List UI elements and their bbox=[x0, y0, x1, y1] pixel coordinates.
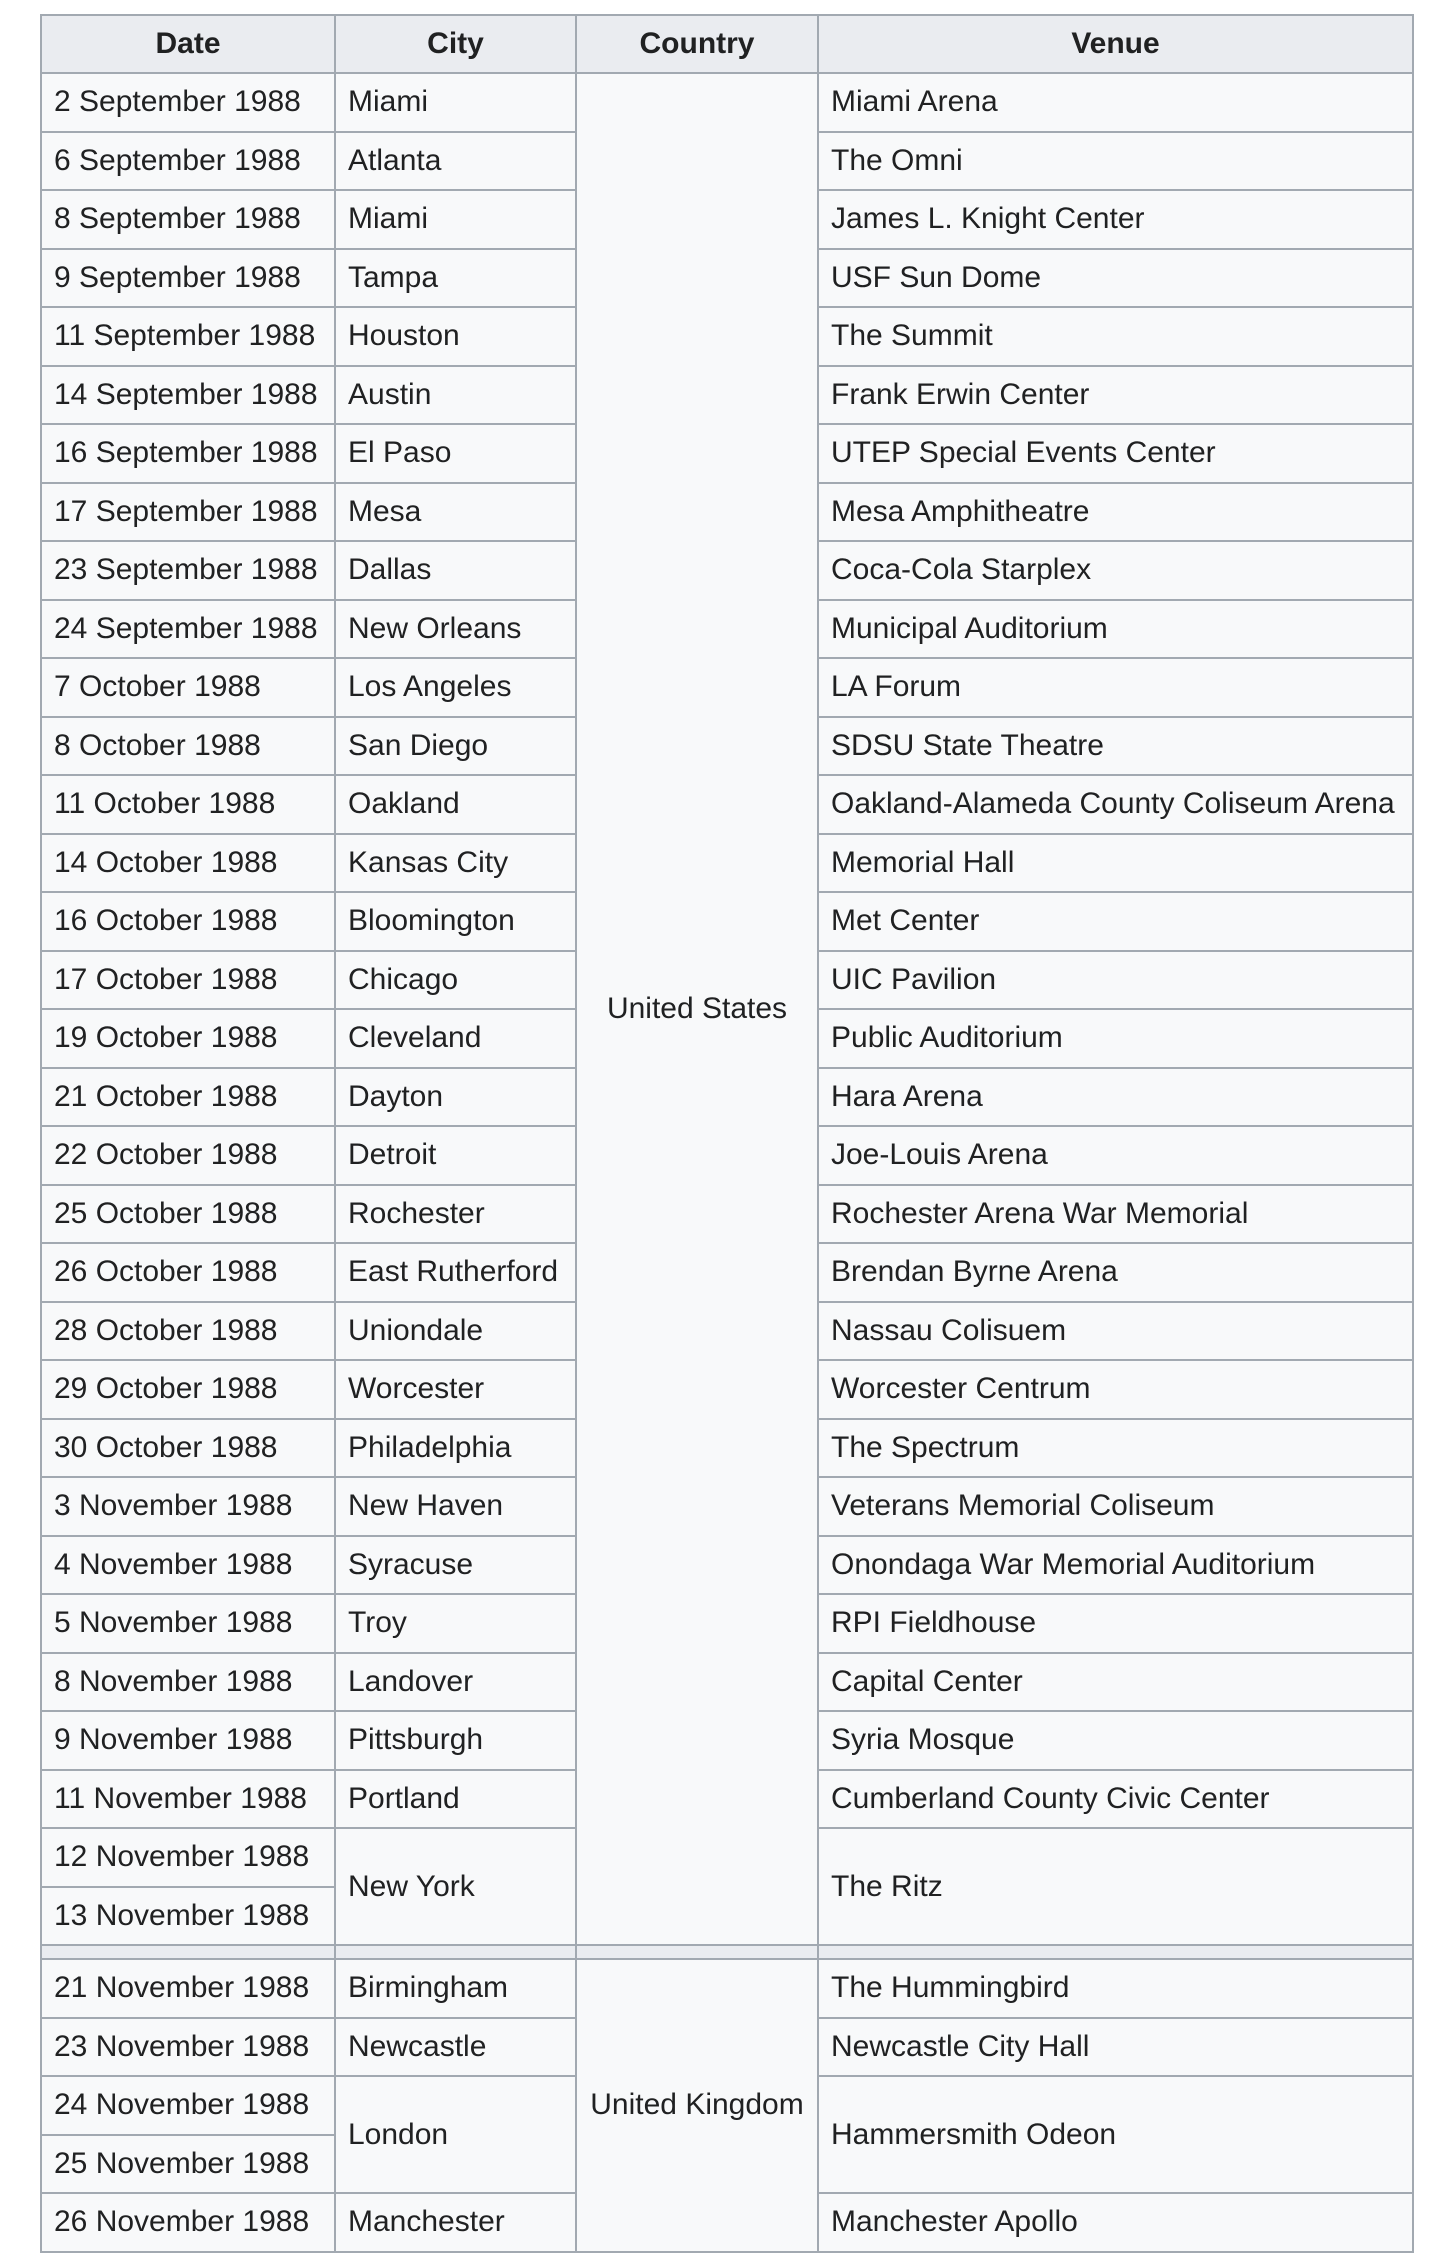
venue-cell[interactable]: Brendan Byrne Arena bbox=[818, 1243, 1413, 1302]
venue-cell[interactable]: Cumberland County Civic Center bbox=[818, 1770, 1413, 1829]
venue-cell[interactable]: Coca-Cola Starplex bbox=[818, 541, 1413, 600]
city-cell[interactable]: New Haven bbox=[335, 1477, 576, 1536]
date-cell: 16 October 1988 bbox=[41, 892, 335, 951]
venue-cell[interactable]: The Ritz bbox=[818, 1828, 1413, 1945]
city-cell[interactable]: Newcastle bbox=[335, 2018, 576, 2077]
city-cell[interactable]: New York bbox=[335, 1828, 576, 1945]
city-cell[interactable]: Portland bbox=[335, 1770, 576, 1829]
city-cell[interactable]: Manchester bbox=[335, 2193, 576, 2252]
date-cell: 4 November 1988 bbox=[41, 1536, 335, 1595]
date-cell: 25 November 1988 bbox=[41, 2135, 335, 2194]
date-cell: 2 September 1988 bbox=[41, 73, 335, 132]
city-cell[interactable]: Miami bbox=[335, 190, 576, 249]
date-cell: 23 September 1988 bbox=[41, 541, 335, 600]
date-cell: 29 October 1988 bbox=[41, 1360, 335, 1419]
venue-cell[interactable]: The Omni bbox=[818, 132, 1413, 191]
city-cell[interactable]: Mesa bbox=[335, 483, 576, 542]
city-cell[interactable]: Cleveland bbox=[335, 1009, 576, 1068]
venue-cell[interactable]: The Spectrum bbox=[818, 1419, 1413, 1478]
date-cell: 8 October 1988 bbox=[41, 717, 335, 776]
city-cell[interactable]: Tampa bbox=[335, 249, 576, 308]
country-cell[interactable]: United Kingdom bbox=[576, 1959, 818, 2252]
venue-cell[interactable]: UTEP Special Events Center bbox=[818, 424, 1413, 483]
city-cell[interactable]: Austin bbox=[335, 366, 576, 425]
city-cell[interactable]: Bloomington bbox=[335, 892, 576, 951]
date-cell: 12 November 1988 bbox=[41, 1828, 335, 1887]
header-city[interactable]: City bbox=[335, 15, 576, 73]
date-cell: 14 September 1988 bbox=[41, 366, 335, 425]
city-cell[interactable]: Atlanta bbox=[335, 132, 576, 191]
city-cell[interactable]: San Diego bbox=[335, 717, 576, 776]
date-cell: 9 November 1988 bbox=[41, 1711, 335, 1770]
venue-cell[interactable]: Municipal Auditorium bbox=[818, 600, 1413, 659]
date-cell: 30 October 1988 bbox=[41, 1419, 335, 1478]
table-row bbox=[41, 1959, 1413, 2018]
venue-cell[interactable]: Public Auditorium bbox=[818, 1009, 1413, 1068]
venue-cell[interactable]: LA Forum bbox=[818, 658, 1413, 717]
city-cell[interactable]: Uniondale bbox=[335, 1302, 576, 1361]
venue-cell[interactable]: Oakland-Alameda County Coliseum Arena bbox=[818, 775, 1413, 834]
date-cell: 17 October 1988 bbox=[41, 951, 335, 1010]
city-cell[interactable]: Rochester bbox=[335, 1185, 576, 1244]
venue-cell[interactable]: Miami Arena bbox=[818, 73, 1413, 132]
venue-cell[interactable]: RPI Fieldhouse bbox=[818, 1594, 1413, 1653]
separator-cell bbox=[818, 1945, 1413, 1959]
date-cell: 5 November 1988 bbox=[41, 1594, 335, 1653]
tour-dates-table-wrapper bbox=[40, 14, 1414, 2253]
date-cell: 23 November 1988 bbox=[41, 2018, 335, 2077]
date-cell: 21 October 1988 bbox=[41, 1068, 335, 1127]
venue-cell[interactable]: Manchester Apollo bbox=[818, 2193, 1413, 2252]
city-cell[interactable]: Landover bbox=[335, 1653, 576, 1712]
date-cell: 24 November 1988 bbox=[41, 2076, 335, 2135]
venue-cell[interactable]: The Summit bbox=[818, 307, 1413, 366]
venue-cell[interactable]: USF Sun Dome bbox=[818, 249, 1413, 308]
city-cell[interactable]: Houston bbox=[335, 307, 576, 366]
city-cell[interactable]: Oakland bbox=[335, 775, 576, 834]
section-separator bbox=[41, 1945, 1413, 1959]
date-cell: 16 September 1988 bbox=[41, 424, 335, 483]
date-cell: 7 October 1988 bbox=[41, 658, 335, 717]
venue-cell[interactable]: UIC Pavilion bbox=[818, 951, 1413, 1010]
date-cell: 9 September 1988 bbox=[41, 249, 335, 308]
header-date[interactable]: Date bbox=[41, 15, 335, 73]
date-cell: 21 November 1988 bbox=[41, 1959, 335, 2018]
date-cell: 8 November 1988 bbox=[41, 1653, 335, 1712]
venue-cell[interactable]: Met Center bbox=[818, 892, 1413, 951]
date-cell: 26 November 1988 bbox=[41, 2193, 335, 2252]
date-cell: 25 October 1988 bbox=[41, 1185, 335, 1244]
city-cell[interactable]: East Rutherford bbox=[335, 1243, 576, 1302]
city-cell[interactable]: Miami bbox=[335, 73, 576, 132]
date-cell: 6 September 1988 bbox=[41, 132, 335, 191]
venue-cell[interactable]: Onondaga War Memorial Auditorium bbox=[818, 1536, 1413, 1595]
date-cell: 22 October 1988 bbox=[41, 1126, 335, 1185]
venue-cell[interactable]: Worcester Centrum bbox=[818, 1360, 1413, 1419]
venue-cell[interactable]: Capital Center bbox=[818, 1653, 1413, 1712]
venue-cell[interactable]: Nassau Colisuem bbox=[818, 1302, 1413, 1361]
date-cell: 19 October 1988 bbox=[41, 1009, 335, 1068]
date-cell: 24 September 1988 bbox=[41, 600, 335, 659]
country-cell[interactable]: United States bbox=[576, 73, 818, 1945]
city-cell[interactable]: Chicago bbox=[335, 951, 576, 1010]
city-cell[interactable]: Syracuse bbox=[335, 1536, 576, 1595]
venue-cell[interactable]: Hammersmith Odeon bbox=[818, 2076, 1413, 2193]
separator-cell bbox=[335, 1945, 576, 1959]
city-cell[interactable]: Dayton bbox=[335, 1068, 576, 1127]
city-cell[interactable]: Detroit bbox=[335, 1126, 576, 1185]
venue-cell[interactable]: Mesa Amphitheatre bbox=[818, 483, 1413, 542]
date-cell: 13 November 1988 bbox=[41, 1887, 335, 1946]
venue-cell[interactable]: Newcastle City Hall bbox=[818, 2018, 1413, 2077]
venue-cell[interactable]: Rochester Arena War Memorial bbox=[818, 1185, 1413, 1244]
date-cell: 11 September 1988 bbox=[41, 307, 335, 366]
city-cell[interactable]: New Orleans bbox=[335, 600, 576, 659]
separator-cell bbox=[41, 1945, 335, 1959]
venue-cell[interactable]: Memorial Hall bbox=[818, 834, 1413, 893]
venue-cell[interactable]: Hara Arena bbox=[818, 1068, 1413, 1127]
separator-cell bbox=[576, 1945, 818, 1959]
city-cell[interactable]: Worcester bbox=[335, 1360, 576, 1419]
venue-cell[interactable]: Frank Erwin Center bbox=[818, 366, 1413, 425]
header-country[interactable]: Country bbox=[576, 15, 818, 73]
date-cell: 28 October 1988 bbox=[41, 1302, 335, 1361]
venue-cell[interactable]: Joe-Louis Arena bbox=[818, 1126, 1413, 1185]
date-cell: 8 September 1988 bbox=[41, 190, 335, 249]
city-cell[interactable]: Dallas bbox=[335, 541, 576, 600]
date-cell: 14 October 1988 bbox=[41, 834, 335, 893]
header-row bbox=[41, 15, 1413, 73]
city-cell[interactable]: Troy bbox=[335, 1594, 576, 1653]
date-cell: 11 October 1988 bbox=[41, 775, 335, 834]
date-cell: 26 October 1988 bbox=[41, 1243, 335, 1302]
venue-cell[interactable]: The Hummingbird bbox=[818, 1959, 1413, 2018]
city-cell[interactable]: Pittsburgh bbox=[335, 1711, 576, 1770]
header-venue[interactable]: Venue bbox=[818, 15, 1413, 73]
date-cell: 17 September 1988 bbox=[41, 483, 335, 542]
venue-cell[interactable]: James L. Knight Center bbox=[818, 190, 1413, 249]
date-cell: 11 November 1988 bbox=[41, 1770, 335, 1829]
city-cell[interactable]: Los Angeles bbox=[335, 658, 576, 717]
venue-cell[interactable]: Veterans Memorial Coliseum bbox=[818, 1477, 1413, 1536]
city-cell[interactable]: Philadelphia bbox=[335, 1419, 576, 1478]
city-cell[interactable]: El Paso bbox=[335, 424, 576, 483]
city-cell[interactable]: Birmingham bbox=[335, 1959, 576, 2018]
date-cell: 3 November 1988 bbox=[41, 1477, 335, 1536]
table-row bbox=[41, 73, 1413, 132]
tour-dates-table bbox=[40, 14, 1414, 2253]
venue-cell[interactable]: SDSU State Theatre bbox=[818, 717, 1413, 776]
city-cell[interactable]: London bbox=[335, 2076, 576, 2193]
city-cell[interactable]: Kansas City bbox=[335, 834, 576, 893]
venue-cell[interactable]: Syria Mosque bbox=[818, 1711, 1413, 1770]
